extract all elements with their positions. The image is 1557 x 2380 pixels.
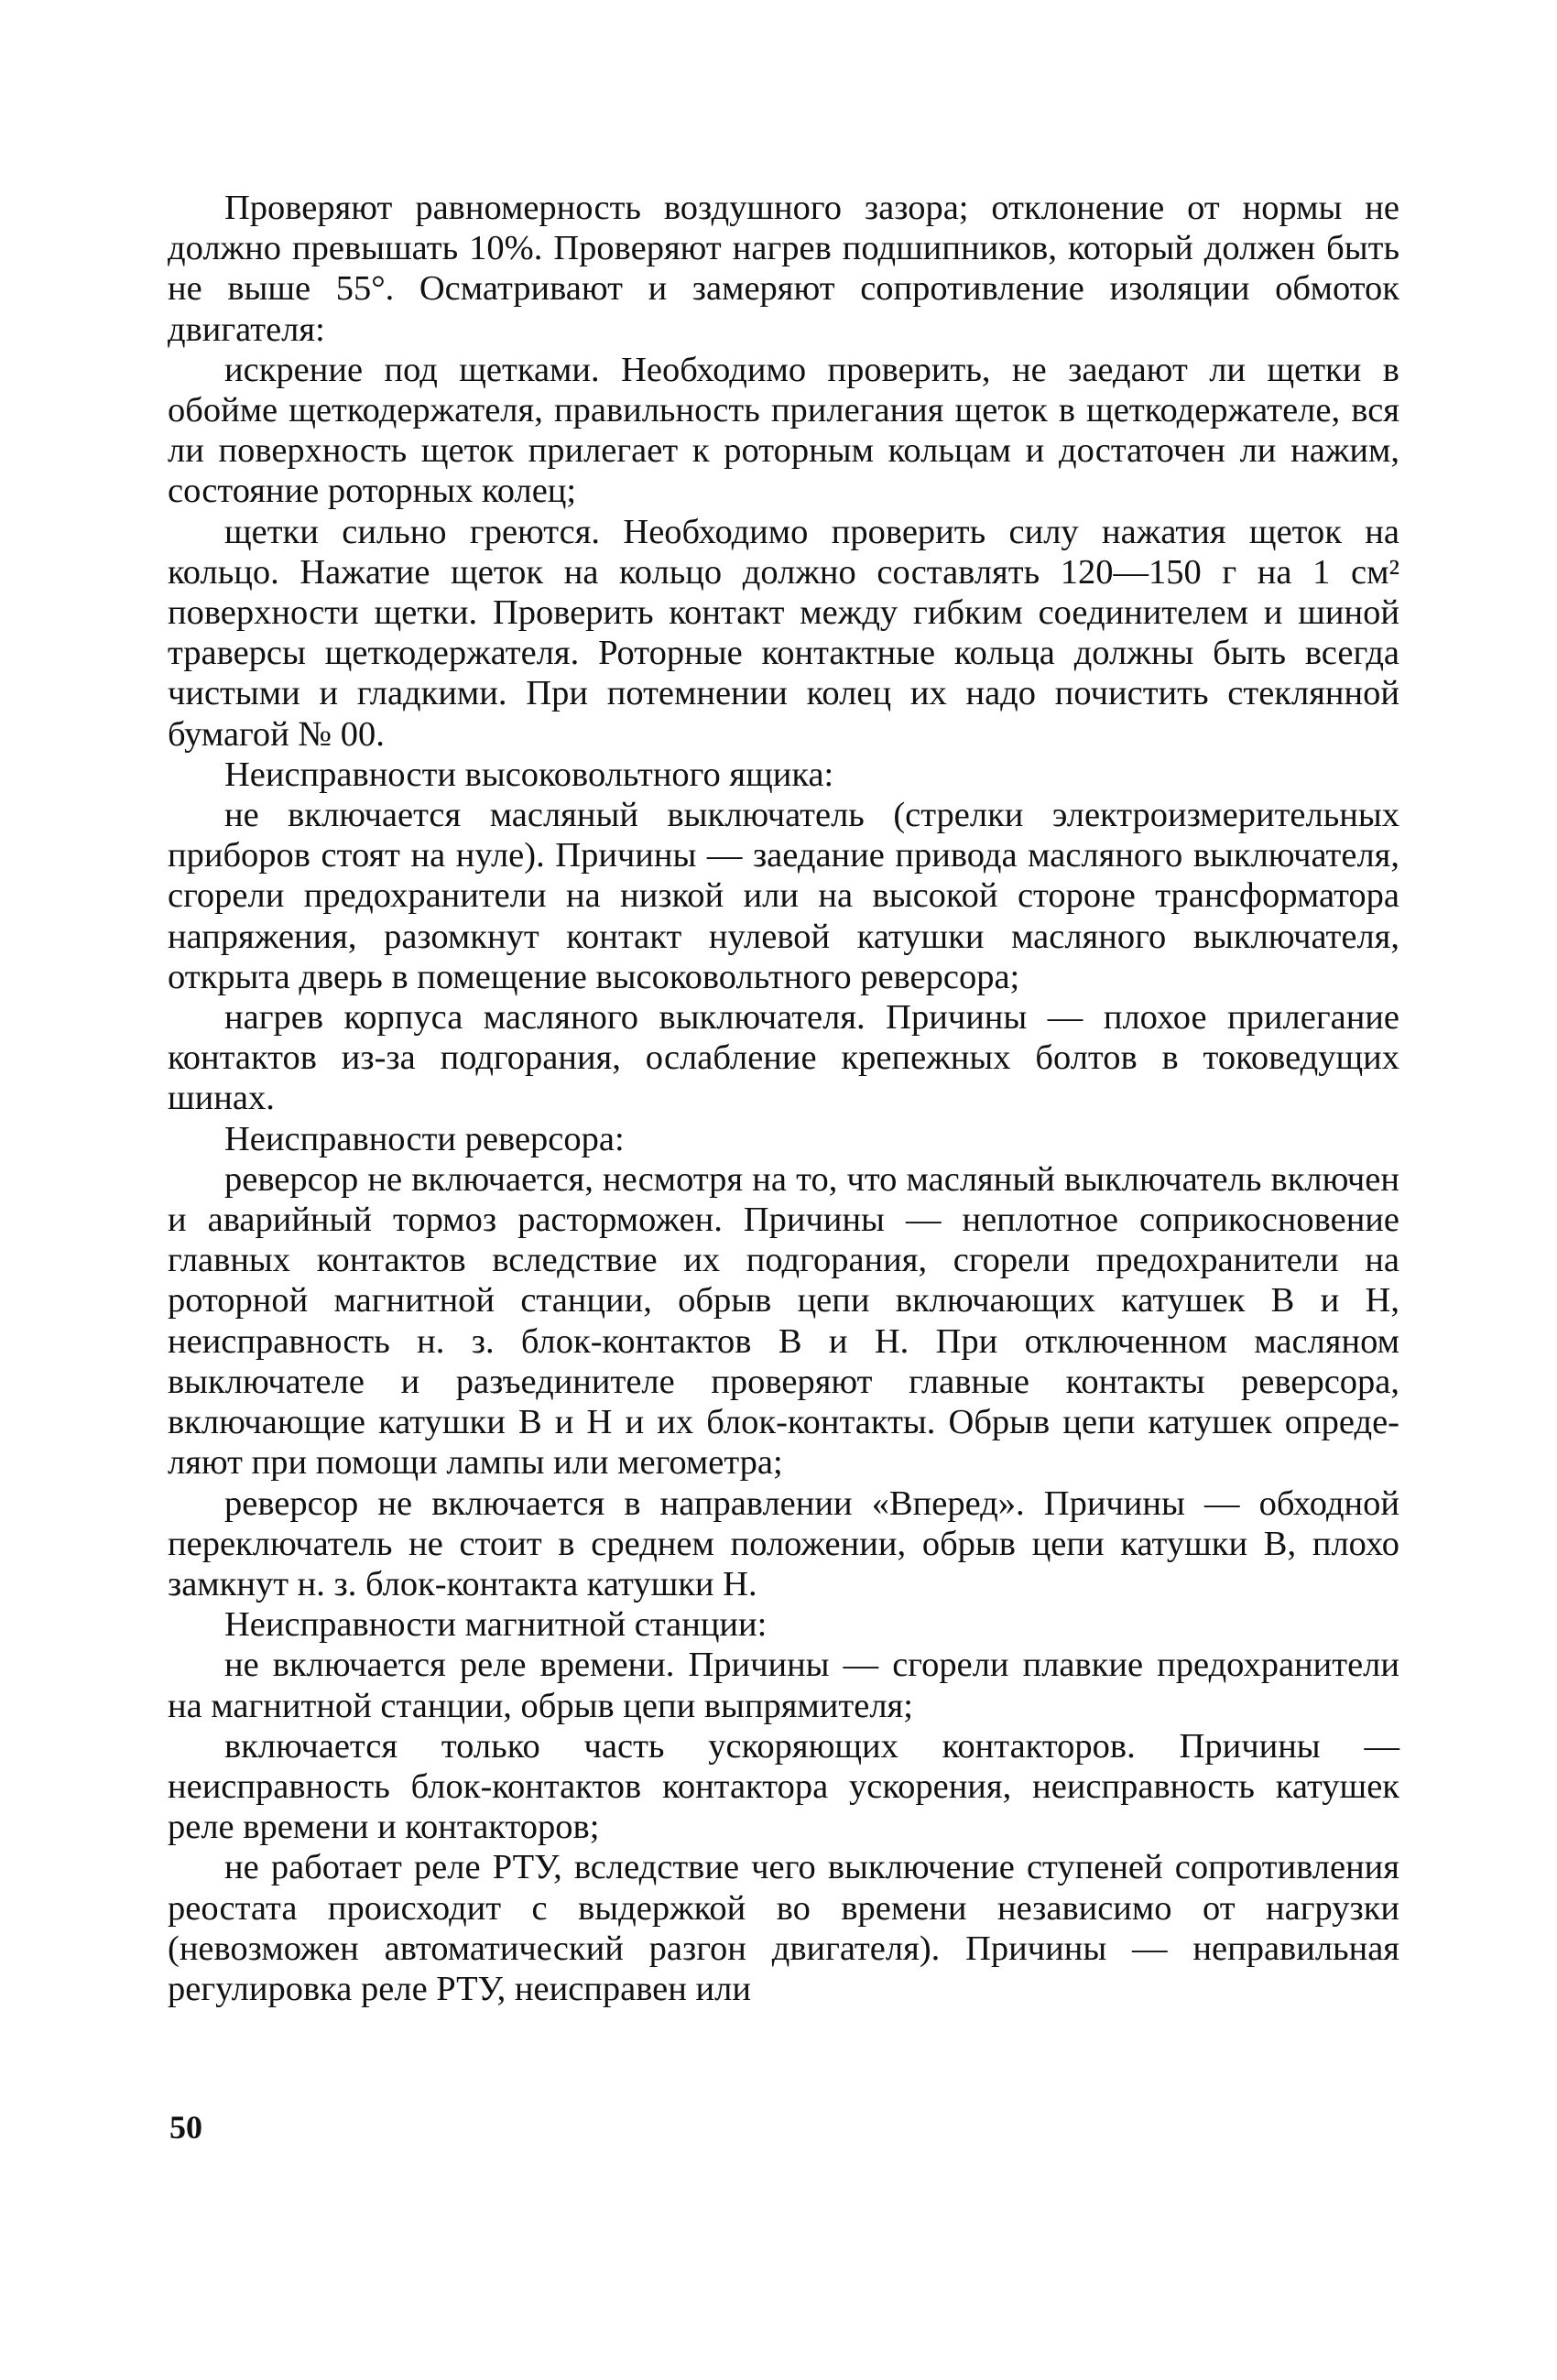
paragraph-air-gap: Проверяют равномерность воздушного зазора; отклонение от нормы не должно превышать 10%. Проверяют нагрев подшипников, который должен быть не выше 55°. Осматривают и замеряют сопротивление изоляции обмоток двигателя:: [168, 189, 1399, 349]
paragraph-time-relay: не включается реле времени. Причины — сгорели плавкие предохранители на магнитной станции, обрыв цепи выпрямителя;: [168, 1646, 1399, 1725]
paragraph-reverser-forward: реверсор не включается в направлении «Вперед». Причины — обходной переключатель не стоит в среднем положении, обрыв цепи катушки В, плохо замкнут н. з. блок-контакта катушки Н.: [168, 1483, 1399, 1603]
paragraph-rtu-relay: не работает реле РТУ, вследствие чего выключение ступеней сопротивления реостата происходит с выдержкой во времени независимо от нагрузки (невозможен автоматический разгон двигателя). Причины — неправильная регулировка реле РТУ, неисправен или: [168, 1848, 1399, 2008]
heading-magnetic-station-faults: Неисправности магнитной станции:: [224, 1605, 768, 1645]
paragraph-reverser-not-engaging: реверсор не включается, несмотря на то, что масляный выключатель включен и аварийный тормоз расторможен. Причины — неплотное соприкосновение главных контактов вследствие их подгорания, сгорели предохранители на роторной магнитной станции, обрыв цепи включающих катушек В и Н, неисправность н. з. блок-контактов В и Н. При отключенном масляном выключателе и разъединителе проверяют главные контакты реверсора, включающие катушки В и Н и их блок-контакты. Обрыв цепи катушек определяют при помощи лампы или мегометра;: [168, 1159, 1399, 1483]
paragraph-oil-switch-not-engaging: не включается масляный выключатель (стрелки электроизмерительных приборов стоят на нуле). Причины — заедание привода масляного выключателя, сгорели предохранители на низкой или на высокой стороне трансформатора напряжения, разомкнут контакт нулевой катушки масляного выключателя, открыта дверь в помещение высоковольтного реверсора;: [168, 796, 1399, 996]
heading-high-voltage-box-faults: Неисправности высоковольтного ящика:: [224, 755, 834, 794]
heading-reverser-faults: Неисправности реверсора:: [224, 1119, 625, 1158]
body-text: [168, 188, 1399, 2009]
paragraph-brush-heating: щетки сильно греются. Необходимо проверить силу нажатия щеток на кольцо. Нажатие щеток на кольцо должно составлять 120—150 г на 1 см² поверхности щетки. Проверить контакт между гибким соединителем и шиной траверсы щеткодержателя. Роторные контактные кольца должны быть всегда чистыми и гладкими. При потемнении колец их надо почистить стеклянной бумагой № 00.: [168, 512, 1399, 754]
page-number: 50: [169, 2109, 202, 2146]
paragraph-accelerating-contactors: включается только часть ускоряющих контакторов. Причины — неисправность блок-контактов контактора ускорения, неисправность катушек реле времени и контакторов;: [168, 1726, 1399, 1847]
paragraph-brush-sparking: искрение под щетками. Необходимо проверить, не заедают ли щетки в обойме щеткодержателя, правильность прилегания щеток в щеткодержателе, вся ли поверхность щеток прилегает к роторным кольцам и достаточен ли нажим, состояние роторных колец;: [168, 350, 1399, 511]
paragraph-oil-switch-heating: нагрев корпуса масляного выключателя. Причины — плохое прилегание контактов из-за подгорания, ослабление крепежных болтов в токоведущих шинах.: [168, 998, 1399, 1118]
